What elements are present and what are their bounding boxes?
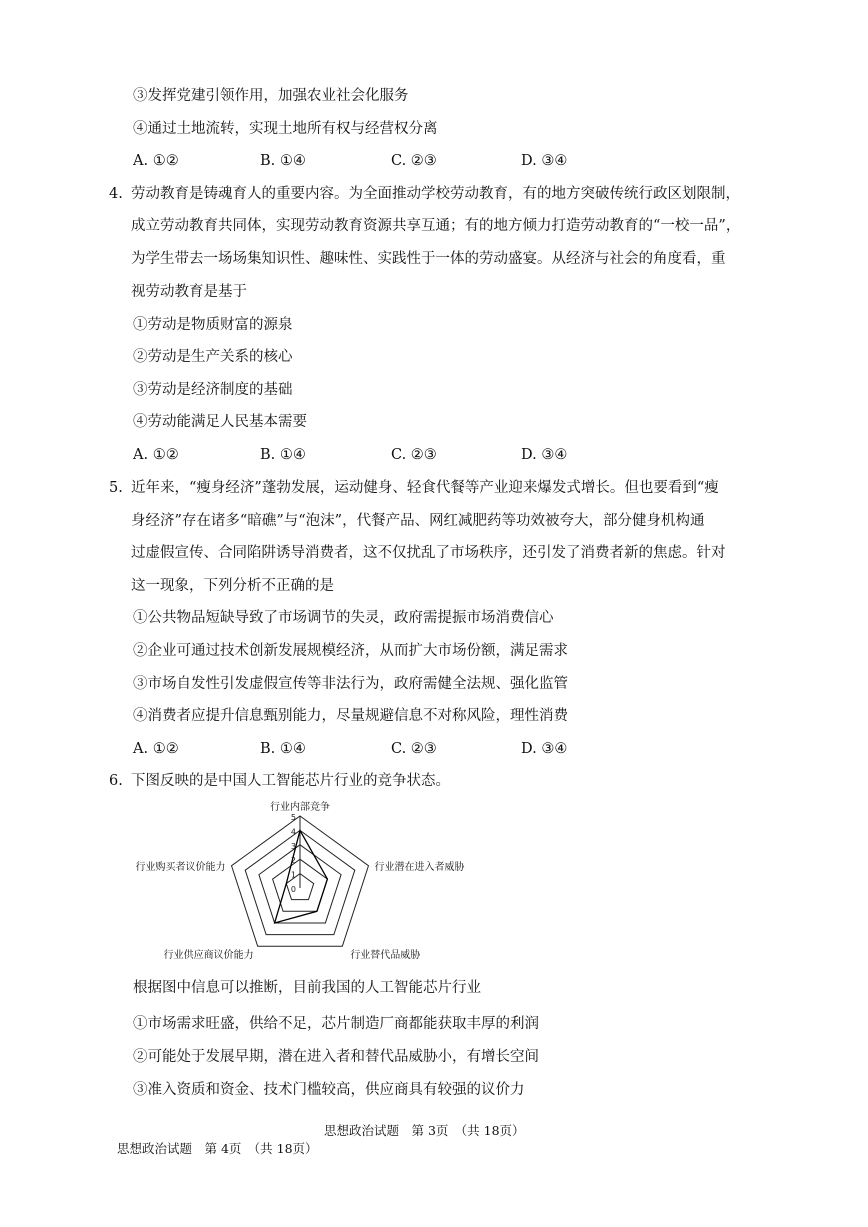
q4-stem-line: 劳动教育是铸魂育人的重要内容。为全面推动学校劳动教育，有的地方突破传统行政区划限制， <box>131 186 740 202</box>
radar-tick-label: 3 <box>290 841 296 851</box>
q4-stem-line: 视劳动教育是基于 <box>131 284 247 300</box>
page-footer-left: 思想政治试题 第 4页 （共 18页） <box>117 1141 318 1156</box>
q5-item-4: ④消费者应提升信息甄别能力，尽量规避信息不对称风险，理性消费 <box>133 708 568 724</box>
q4-number: 4. <box>109 186 123 202</box>
q3-item-3: ③发挥党建引领作用，加强农业社会化服务 <box>133 88 409 104</box>
q5-stem-line: 过虚假宣传、合同陷阱诱导消费者，这不仅扰乱了市场秩序，还引发了消费者新的焦虑。针对 <box>131 545 726 561</box>
radar-tick-label: 4 <box>290 827 296 837</box>
page-footer-center: 思想政治试题 第 3页 （共 18页） <box>324 1123 525 1138</box>
q4-item-2: ②劳动是生产关系的核心 <box>133 349 293 365</box>
q5-option-c: C. ②③ <box>391 741 437 757</box>
radar-category-label: 行业替代品威胁 <box>350 950 421 962</box>
q3-option-d: D. ③④ <box>521 153 568 169</box>
q5-item-1: ①公共物品短缺导致了市场调节的失灵，政府需提振市场消费信心 <box>133 610 554 626</box>
q3-item-4: ④通过土地流转，实现土地所有权与经营权分离 <box>133 121 438 137</box>
q6-stem: 下图反映的是中国人工智能芯片行业的竞争状态。 <box>131 773 450 789</box>
q5-option-a: A. ①② <box>133 741 179 757</box>
q3-option-c: C. ②③ <box>391 153 437 169</box>
radar-chart <box>120 796 500 970</box>
q4-item-3: ③劳动是经济制度的基础 <box>133 382 293 398</box>
q6-after-chart: 根据图中信息可以推断，目前我国的人工智能芯片行业 <box>133 980 481 996</box>
radar-category-label: 行业供应商议价能力 <box>163 950 254 962</box>
radar-tick-label: 0 <box>290 885 296 894</box>
q6-item-1: ①市场需求旺盛，供给不足，芯片制造厂商都能获取丰厚的利润 <box>133 1016 539 1032</box>
radar-category-label: 行业内部竞争 <box>270 802 330 813</box>
q4-option-b: B. ①④ <box>260 447 306 463</box>
q3-option-a: A. ①② <box>133 153 179 169</box>
q5-option-b: B. ①④ <box>260 741 306 757</box>
radar-category-label: 行业购买者议价能力 <box>135 861 226 873</box>
q5-stem-line: 身经济”存在诸多“暗礁”与“泡沫”，代餐产品、网红减肥药等功效被夸大，部分健身机构通 <box>131 513 705 529</box>
q4-option-c: C. ②③ <box>391 447 437 463</box>
radar-tick-label: 5 <box>290 813 296 822</box>
q4-item-1: ①劳动是物质财富的源泉 <box>133 317 293 333</box>
q5-item-2: ②企业可通过技术创新发展规模经济，从而扩大市场份额，满足需求 <box>133 643 568 659</box>
q5-stem-line: 近年来，“瘦身经济”蓬勃发展，运动健身、轻食代餐等产业迎来爆发式增长。但也要看到“瘦 <box>131 480 719 496</box>
q5-option-d: D. ③④ <box>521 741 568 757</box>
q3-option-b: B. ①④ <box>260 153 306 169</box>
q4-option-d: D. ③④ <box>521 447 568 463</box>
q6-number: 6. <box>109 773 123 789</box>
radar-tick-label: 2 <box>290 856 296 866</box>
q4-option-a: A. ①② <box>133 447 179 463</box>
q4-stem-line: 为学生带去一场场集知识性、趣味性、实践性于一体的劳动盛宴。从经济与社会的角度看，重 <box>131 251 726 267</box>
q5-item-3: ③市场自发性引发虚假宣传等非法行为，政府需健全法规、强化监管 <box>133 676 568 692</box>
q6-item-2: ②可能处于发展早期，潜在进入者和替代品威胁小，有增长空间 <box>133 1049 539 1065</box>
radar-tick-label: 1 <box>290 870 296 880</box>
q5-number: 5. <box>109 480 123 496</box>
q6-item-3: ③准入资质和资金、技术门槛较高，供应商具有较强的议价力 <box>133 1082 525 1098</box>
q4-item-4: ④劳动能满足人民基本需要 <box>133 414 307 430</box>
radar-category-label: 行业潜在进入者威胁 <box>374 861 465 873</box>
q4-stem-line: 成立劳动教育共同体，实现劳动教育资源共享互通；有的地方倾力打造劳动教育的“一校一品”， <box>131 218 741 234</box>
q5-stem-line: 这一现象，下列分析不正确的是 <box>131 578 334 594</box>
